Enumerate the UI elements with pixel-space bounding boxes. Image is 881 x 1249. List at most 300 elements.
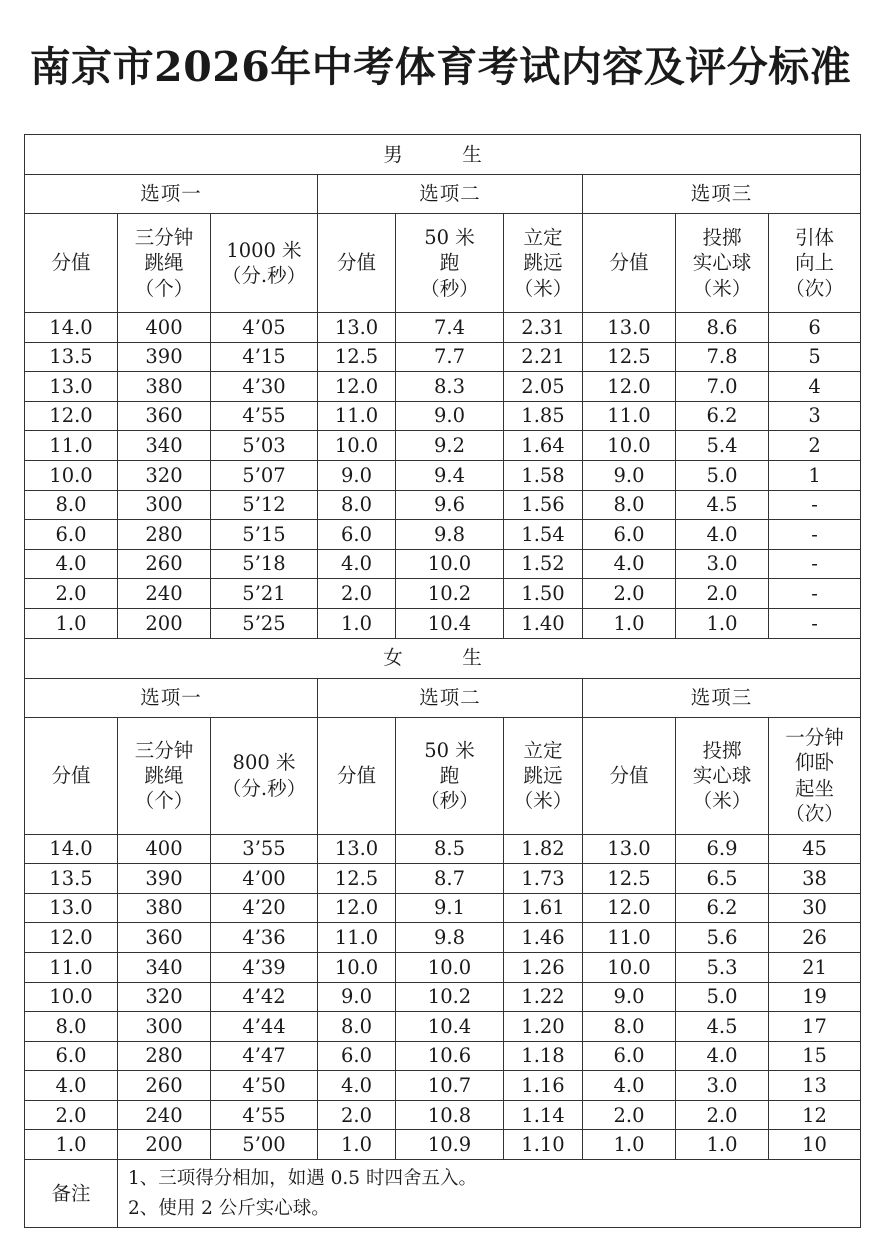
table-cell: 6.2	[676, 401, 769, 431]
table-row	[25, 952, 861, 982]
table-cell: 2.0	[318, 579, 396, 609]
table-row	[25, 893, 861, 923]
notes-row	[25, 1160, 861, 1228]
column-header	[318, 717, 396, 834]
table-cell: 1	[769, 460, 861, 490]
table-cell: 8.5	[396, 834, 504, 864]
table-cell: 10.0	[396, 549, 504, 579]
table-cell: 4.5	[676, 490, 769, 520]
table-cell: 12.5	[318, 864, 396, 894]
table-cell: -	[769, 520, 861, 550]
column-header-line: （个）	[134, 276, 194, 300]
table-cell: 6.9	[676, 834, 769, 864]
column-header-line: （秒）	[420, 276, 479, 300]
table-cell: 13.0	[318, 834, 396, 864]
column-header-line: （米）	[692, 276, 752, 300]
table-cell: 5’21	[211, 579, 318, 609]
table-cell: 360	[118, 923, 211, 953]
column-header-line: （次）	[785, 276, 844, 300]
table-cell: 8.0	[25, 1012, 118, 1042]
table-cell: 11.0	[583, 401, 676, 431]
column-header	[769, 717, 861, 834]
table-row	[25, 549, 861, 579]
table-cell: 21	[769, 952, 861, 982]
table-cell: 1.85	[504, 401, 583, 431]
table-cell: 10.9	[396, 1130, 504, 1160]
table-cell: 1.22	[504, 982, 583, 1012]
table-cell: 3’55	[211, 834, 318, 864]
table-cell: 4’42	[211, 982, 318, 1012]
table-row	[25, 608, 861, 638]
table-cell: 4.5	[676, 1012, 769, 1042]
column-header-line: 分值	[51, 763, 91, 787]
column-header	[583, 214, 676, 313]
table-row	[25, 460, 861, 490]
table-cell: 1.54	[504, 520, 583, 550]
table-cell: 4’55	[211, 401, 318, 431]
table-cell: 1.16	[504, 1071, 583, 1101]
column-header-line: 分值	[609, 763, 649, 787]
table-cell: 4	[769, 372, 861, 402]
table-cell: 38	[769, 864, 861, 894]
table-cell: 10.4	[396, 608, 504, 638]
table-cell: 9.0	[396, 401, 504, 431]
notes-label: 备注	[25, 1160, 118, 1228]
column-header	[396, 717, 504, 834]
note-line: 2、使用 2 公斤实心球。	[128, 1197, 330, 1219]
table-cell: 9.0	[318, 982, 396, 1012]
table-cell: 1.40	[504, 608, 583, 638]
column-header-line: 仰卧	[795, 751, 835, 775]
table-cell: 6.0	[583, 520, 676, 550]
option-heading: 选项二	[318, 175, 583, 214]
table-cell: 4’47	[211, 1041, 318, 1071]
table-cell: 2.0	[583, 1100, 676, 1130]
table-cell: 10.0	[583, 952, 676, 982]
column-header-line: 跑	[439, 251, 460, 275]
table-row	[25, 982, 861, 1012]
table-cell: 12.0	[318, 372, 396, 402]
column-header	[396, 214, 504, 313]
table-cell: 5.0	[676, 460, 769, 490]
column-header-row	[25, 717, 861, 834]
table-cell: 14.0	[25, 313, 118, 343]
table-cell: 4’20	[211, 893, 318, 923]
table-cell: 10.0	[25, 982, 118, 1012]
table-cell: 5’12	[211, 490, 318, 520]
table-cell: -	[769, 549, 861, 579]
table-cell: 6.0	[318, 1041, 396, 1071]
table-cell: 26	[769, 923, 861, 953]
table-cell: 13.5	[25, 864, 118, 894]
column-header-line: 向上	[795, 251, 835, 275]
table-cell: 2.0	[676, 1100, 769, 1130]
table-cell: 2.05	[504, 372, 583, 402]
table-cell: 1.46	[504, 923, 583, 953]
column-header-line: 实心球	[692, 763, 752, 787]
table-cell: 9.0	[583, 982, 676, 1012]
table-row	[25, 1071, 861, 1101]
option-heading: 选项一	[25, 175, 318, 214]
table-cell: 3.0	[676, 1071, 769, 1101]
table-cell: 6.5	[676, 864, 769, 894]
table-cell: 200	[118, 1130, 211, 1160]
column-header-line: 跳绳	[144, 763, 184, 787]
column-header	[583, 717, 676, 834]
table-cell: 1.0	[676, 608, 769, 638]
table-cell: 12.0	[25, 923, 118, 953]
table-cell: 45	[769, 834, 861, 864]
table-cell: 11.0	[318, 923, 396, 953]
table-cell: 1.18	[504, 1041, 583, 1071]
column-header-line: 分值	[336, 251, 376, 275]
table-cell: 8.3	[396, 372, 504, 402]
table-cell: 2	[769, 431, 861, 461]
table-cell: 320	[118, 460, 211, 490]
table-cell: 13.5	[25, 342, 118, 372]
table-cell: 2.0	[676, 579, 769, 609]
table-cell: 1.64	[504, 431, 583, 461]
table-cell: 5	[769, 342, 861, 372]
table-cell: 200	[118, 608, 211, 638]
column-header-line: （个）	[134, 789, 194, 813]
table-cell: 5’00	[211, 1130, 318, 1160]
table-cell: 8.0	[25, 490, 118, 520]
table-cell: 5.4	[676, 431, 769, 461]
table-cell: 4’05	[211, 313, 318, 343]
table-cell: 11.0	[318, 401, 396, 431]
column-header-line: （米）	[692, 789, 752, 813]
table-cell: 8.0	[318, 1012, 396, 1042]
table-cell: 9.1	[396, 893, 504, 923]
table-cell: 12.0	[25, 401, 118, 431]
column-header	[504, 214, 583, 313]
table-cell: 2.21	[504, 342, 583, 372]
column-header-line: （次）	[785, 801, 844, 825]
table-cell: 1.0	[583, 1130, 676, 1160]
table-cell: 10.2	[396, 579, 504, 609]
table-cell: 380	[118, 893, 211, 923]
table-cell: 340	[118, 431, 211, 461]
table-cell: 13.0	[25, 893, 118, 923]
table-cell: 10.2	[396, 982, 504, 1012]
table-row	[25, 520, 861, 550]
option-heading: 选项一	[25, 678, 318, 717]
section-heading: 女 生	[25, 638, 861, 678]
table-cell: 5’25	[211, 608, 318, 638]
section-heading: 男 生	[25, 135, 861, 175]
table-cell: 5.6	[676, 923, 769, 953]
column-header-line: 1000 米	[226, 238, 302, 262]
table-cell: 8.6	[676, 313, 769, 343]
table-cell: 280	[118, 1041, 211, 1071]
table-cell: 10.0	[396, 952, 504, 982]
table-row	[25, 864, 861, 894]
table-cell: 1.52	[504, 549, 583, 579]
column-header-line: 分值	[609, 251, 649, 275]
table-cell: 6.0	[583, 1041, 676, 1071]
table-cell: 12.5	[583, 342, 676, 372]
table-cell: 10	[769, 1130, 861, 1160]
table-cell: 4’50	[211, 1071, 318, 1101]
table-cell: 1.82	[504, 834, 583, 864]
table-cell: 11.0	[25, 952, 118, 982]
column-header-line: 实心球	[692, 251, 752, 275]
table-cell: 240	[118, 1100, 211, 1130]
column-header-line: 跳远	[523, 251, 563, 275]
column-header	[118, 214, 211, 313]
table-cell: 10.8	[396, 1100, 504, 1130]
table-cell: 9.0	[318, 460, 396, 490]
table-cell: 8.0	[318, 490, 396, 520]
table-cell: 360	[118, 401, 211, 431]
table-row	[25, 1130, 861, 1160]
table-cell: 10.0	[318, 431, 396, 461]
table-cell: 6.2	[676, 893, 769, 923]
table-cell: -	[769, 608, 861, 638]
table-cell: 10.4	[396, 1012, 504, 1042]
table-cell: 12.5	[583, 864, 676, 894]
table-cell: 4.0	[583, 1071, 676, 1101]
table-cell: 5’18	[211, 549, 318, 579]
column-header-line: 跳远	[523, 763, 563, 787]
table-cell: 1.0	[676, 1130, 769, 1160]
column-header-line: 三分钟	[134, 225, 194, 249]
table-cell: 5.3	[676, 952, 769, 982]
table-cell: 1.20	[504, 1012, 583, 1042]
column-header-line: 起坐	[795, 776, 835, 800]
column-header	[118, 717, 211, 834]
table-cell: 13.0	[583, 313, 676, 343]
column-header-line: （秒）	[420, 789, 479, 813]
table-row	[25, 342, 861, 372]
column-header-line: 800 米	[232, 751, 296, 775]
scoring-table	[24, 134, 861, 1228]
table-row	[25, 431, 861, 461]
table-cell: 1.14	[504, 1100, 583, 1130]
table-cell: 2.31	[504, 313, 583, 343]
page-title: 南京市2026年中考体育考试内容及评分标准	[29, 43, 852, 91]
table-cell: 4.0	[25, 1071, 118, 1101]
table-cell: 1.0	[25, 1130, 118, 1160]
table-cell: 2.0	[583, 579, 676, 609]
column-header-line: 分值	[51, 251, 91, 275]
column-header	[504, 717, 583, 834]
column-header-line: 跳绳	[144, 251, 184, 275]
table-cell: 17	[769, 1012, 861, 1042]
table-cell: 4.0	[318, 1071, 396, 1101]
column-header-line: 50 米	[424, 738, 475, 762]
table-row	[25, 401, 861, 431]
table-cell: 10.6	[396, 1041, 504, 1071]
table-cell: 10.0	[318, 952, 396, 982]
table-cell: 7.8	[676, 342, 769, 372]
table-row	[25, 1041, 861, 1071]
column-header-line: 引体	[795, 225, 835, 249]
table-cell: 15	[769, 1041, 861, 1071]
column-header	[25, 717, 118, 834]
option-heading: 选项二	[318, 678, 583, 717]
column-header-line: （米）	[513, 789, 573, 813]
column-header-line: 投掷	[702, 738, 742, 762]
table-cell: 6.0	[25, 520, 118, 550]
column-header-line: （米）	[513, 276, 573, 300]
table-cell: 7.4	[396, 313, 504, 343]
table-cell: 3	[769, 401, 861, 431]
table-cell: 12.0	[583, 893, 676, 923]
table-cell: 9.6	[396, 490, 504, 520]
table-cell: 4’55	[211, 1100, 318, 1130]
table-cell: 1.61	[504, 893, 583, 923]
table-cell: 9.8	[396, 923, 504, 953]
table-cell: 2.0	[318, 1100, 396, 1130]
table-cell: 1.0	[25, 608, 118, 638]
table-cell: 400	[118, 313, 211, 343]
column-header-line: 立定	[523, 738, 563, 762]
table-cell: 5.0	[676, 982, 769, 1012]
table-cell: 4.0	[25, 549, 118, 579]
option-header-row	[25, 678, 861, 717]
table-cell: 1.0	[583, 608, 676, 638]
table-cell: 2.0	[25, 579, 118, 609]
table-cell: 4.0	[318, 549, 396, 579]
option-heading: 选项三	[583, 678, 861, 717]
table-cell: 4.0	[676, 520, 769, 550]
table-cell: 3.0	[676, 549, 769, 579]
table-cell: 12.0	[583, 372, 676, 402]
column-header	[25, 214, 118, 313]
table-row	[25, 579, 861, 609]
column-header	[211, 717, 318, 834]
column-header-line: 一分钟	[785, 725, 844, 749]
column-header-line: 跑	[439, 763, 460, 787]
table-cell: 13	[769, 1071, 861, 1101]
female-section-header	[25, 638, 861, 678]
table-cell: 13.0	[318, 313, 396, 343]
table-cell: 8.0	[583, 1012, 676, 1042]
option-header-row	[25, 175, 861, 214]
table-cell: 4’36	[211, 923, 318, 953]
column-header-line: 投掷	[702, 225, 742, 249]
table-cell: 4’30	[211, 372, 318, 402]
table-cell: 12	[769, 1100, 861, 1130]
table-cell: 4.0	[676, 1041, 769, 1071]
table-row	[25, 834, 861, 864]
table-cell: 300	[118, 490, 211, 520]
table-cell: 390	[118, 864, 211, 894]
option-heading: 选项三	[583, 175, 861, 214]
table-row	[25, 923, 861, 953]
column-header-line: （分.秒）	[221, 264, 307, 287]
table-cell: 1.56	[504, 490, 583, 520]
table-cell: 12.5	[318, 342, 396, 372]
table-cell: 9.8	[396, 520, 504, 550]
notes-text	[118, 1160, 861, 1228]
table-cell: 5’15	[211, 520, 318, 550]
table-cell: 11.0	[25, 431, 118, 461]
table-row	[25, 1100, 861, 1130]
table-cell: 1.0	[318, 608, 396, 638]
table-cell: 9.0	[583, 460, 676, 490]
table-cell: 8.0	[583, 490, 676, 520]
column-header-line: 立定	[523, 225, 563, 249]
table-row	[25, 372, 861, 402]
table-cell: 380	[118, 372, 211, 402]
column-header	[769, 214, 861, 313]
table-row	[25, 1012, 861, 1042]
table-cell: 7.0	[676, 372, 769, 402]
table-cell: 320	[118, 982, 211, 1012]
table-cell: 8.7	[396, 864, 504, 894]
column-header-line: 50 米	[424, 225, 475, 249]
table-cell: 6.0	[25, 1041, 118, 1071]
table-cell: 1.26	[504, 952, 583, 982]
table-cell: 390	[118, 342, 211, 372]
table-cell: 10.0	[25, 460, 118, 490]
table-cell: 5’03	[211, 431, 318, 461]
column-header-line: 分值	[336, 763, 376, 787]
table-cell: 4’00	[211, 864, 318, 894]
table-row	[25, 490, 861, 520]
table-cell: 4’15	[211, 342, 318, 372]
table-cell: 30	[769, 893, 861, 923]
table-cell: 4’44	[211, 1012, 318, 1042]
table-cell: 6	[769, 313, 861, 343]
table-cell: -	[769, 579, 861, 609]
table-cell: 12.0	[318, 893, 396, 923]
table-cell: -	[769, 490, 861, 520]
table-cell: 1.73	[504, 864, 583, 894]
table-cell: 280	[118, 520, 211, 550]
table-cell: 5’07	[211, 460, 318, 490]
table-cell: 1.58	[504, 460, 583, 490]
table-cell: 2.0	[25, 1100, 118, 1130]
column-header	[211, 214, 318, 313]
column-header-row	[25, 214, 861, 313]
column-header-line: 三分钟	[134, 738, 194, 762]
male-section-header	[25, 135, 861, 175]
table-cell: 13.0	[25, 372, 118, 402]
table-cell: 260	[118, 549, 211, 579]
table-cell: 9.2	[396, 431, 504, 461]
table-cell: 14.0	[25, 834, 118, 864]
column-header	[318, 214, 396, 313]
table-row	[25, 313, 861, 343]
table-cell: 4.0	[583, 549, 676, 579]
table-cell: 19	[769, 982, 861, 1012]
table-cell: 400	[118, 834, 211, 864]
table-cell: 4’39	[211, 952, 318, 982]
table-cell: 340	[118, 952, 211, 982]
column-header	[676, 717, 769, 834]
table-cell: 10.7	[396, 1071, 504, 1101]
table-cell: 7.7	[396, 342, 504, 372]
table-cell: 1.0	[318, 1130, 396, 1160]
table-cell: 9.4	[396, 460, 504, 490]
table-cell: 260	[118, 1071, 211, 1101]
table-cell: 240	[118, 579, 211, 609]
table-cell: 10.0	[583, 431, 676, 461]
table-cell: 11.0	[583, 923, 676, 953]
column-header	[676, 214, 769, 313]
table-cell: 13.0	[583, 834, 676, 864]
note-line: 1、三项得分相加，如遇 0.5 时四舍五入。	[128, 1167, 477, 1189]
column-header-line: （分.秒）	[221, 776, 307, 800]
table-cell: 1.50	[504, 579, 583, 609]
table-cell: 6.0	[318, 520, 396, 550]
table-cell: 300	[118, 1012, 211, 1042]
table-cell: 1.10	[504, 1130, 583, 1160]
